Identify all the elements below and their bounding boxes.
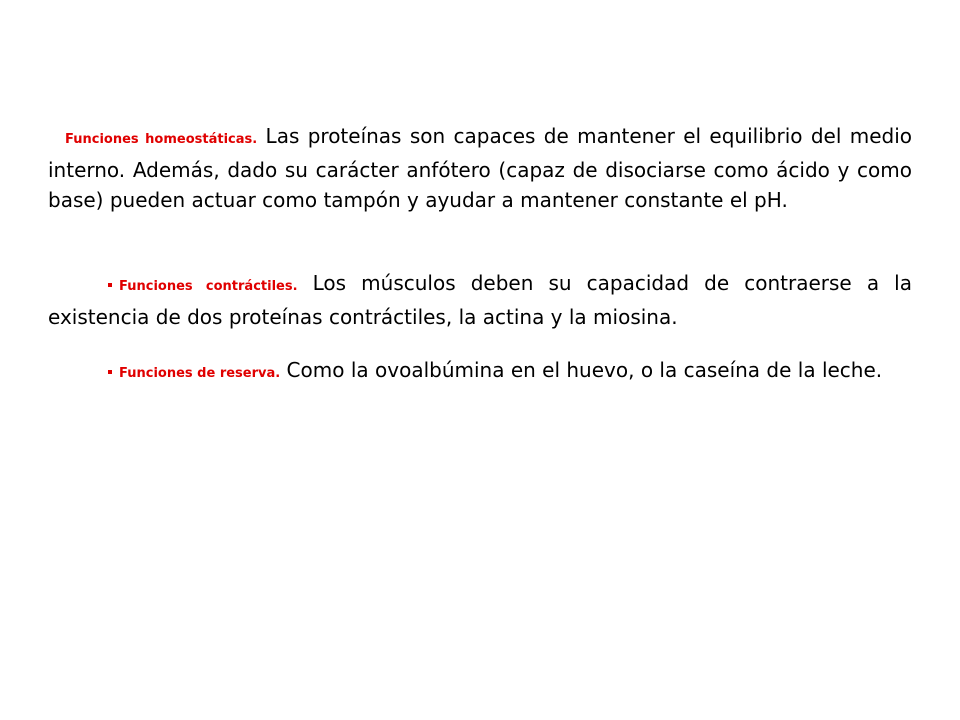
heading-homeostatic-functions: Funciones homeostáticas. bbox=[65, 132, 258, 147]
square-bullet-icon bbox=[108, 370, 112, 374]
paragraph-homeostatic-functions bbox=[48, 121, 912, 215]
body-contractile-functions: Los músculos deben su capacidad de contraerse a la existencia de dos proteínas contráctiles, la actina y la miosina. bbox=[48, 271, 912, 329]
body-homeostatic-functions: Las proteínas son capaces de mantener el equilibrio del medio interno. Además, dado su carácter anfótero (capaz de disociarse como ácido y como base) pueden actuar como tampón y ayudar a mantener constante el pH. bbox=[48, 124, 913, 212]
square-bullet-icon bbox=[108, 283, 112, 287]
heading-reserve-functions: Funciones de reserva. bbox=[119, 366, 281, 381]
paragraph-reserve-functions bbox=[48, 355, 912, 389]
paragraph-contractile-functions bbox=[48, 268, 912, 332]
heading-contractile-functions: Funciones contráctiles. bbox=[119, 279, 298, 294]
body-reserve-functions: Como la ovoalbúmina en el huevo, o la caseína de la leche. bbox=[280, 358, 883, 382]
